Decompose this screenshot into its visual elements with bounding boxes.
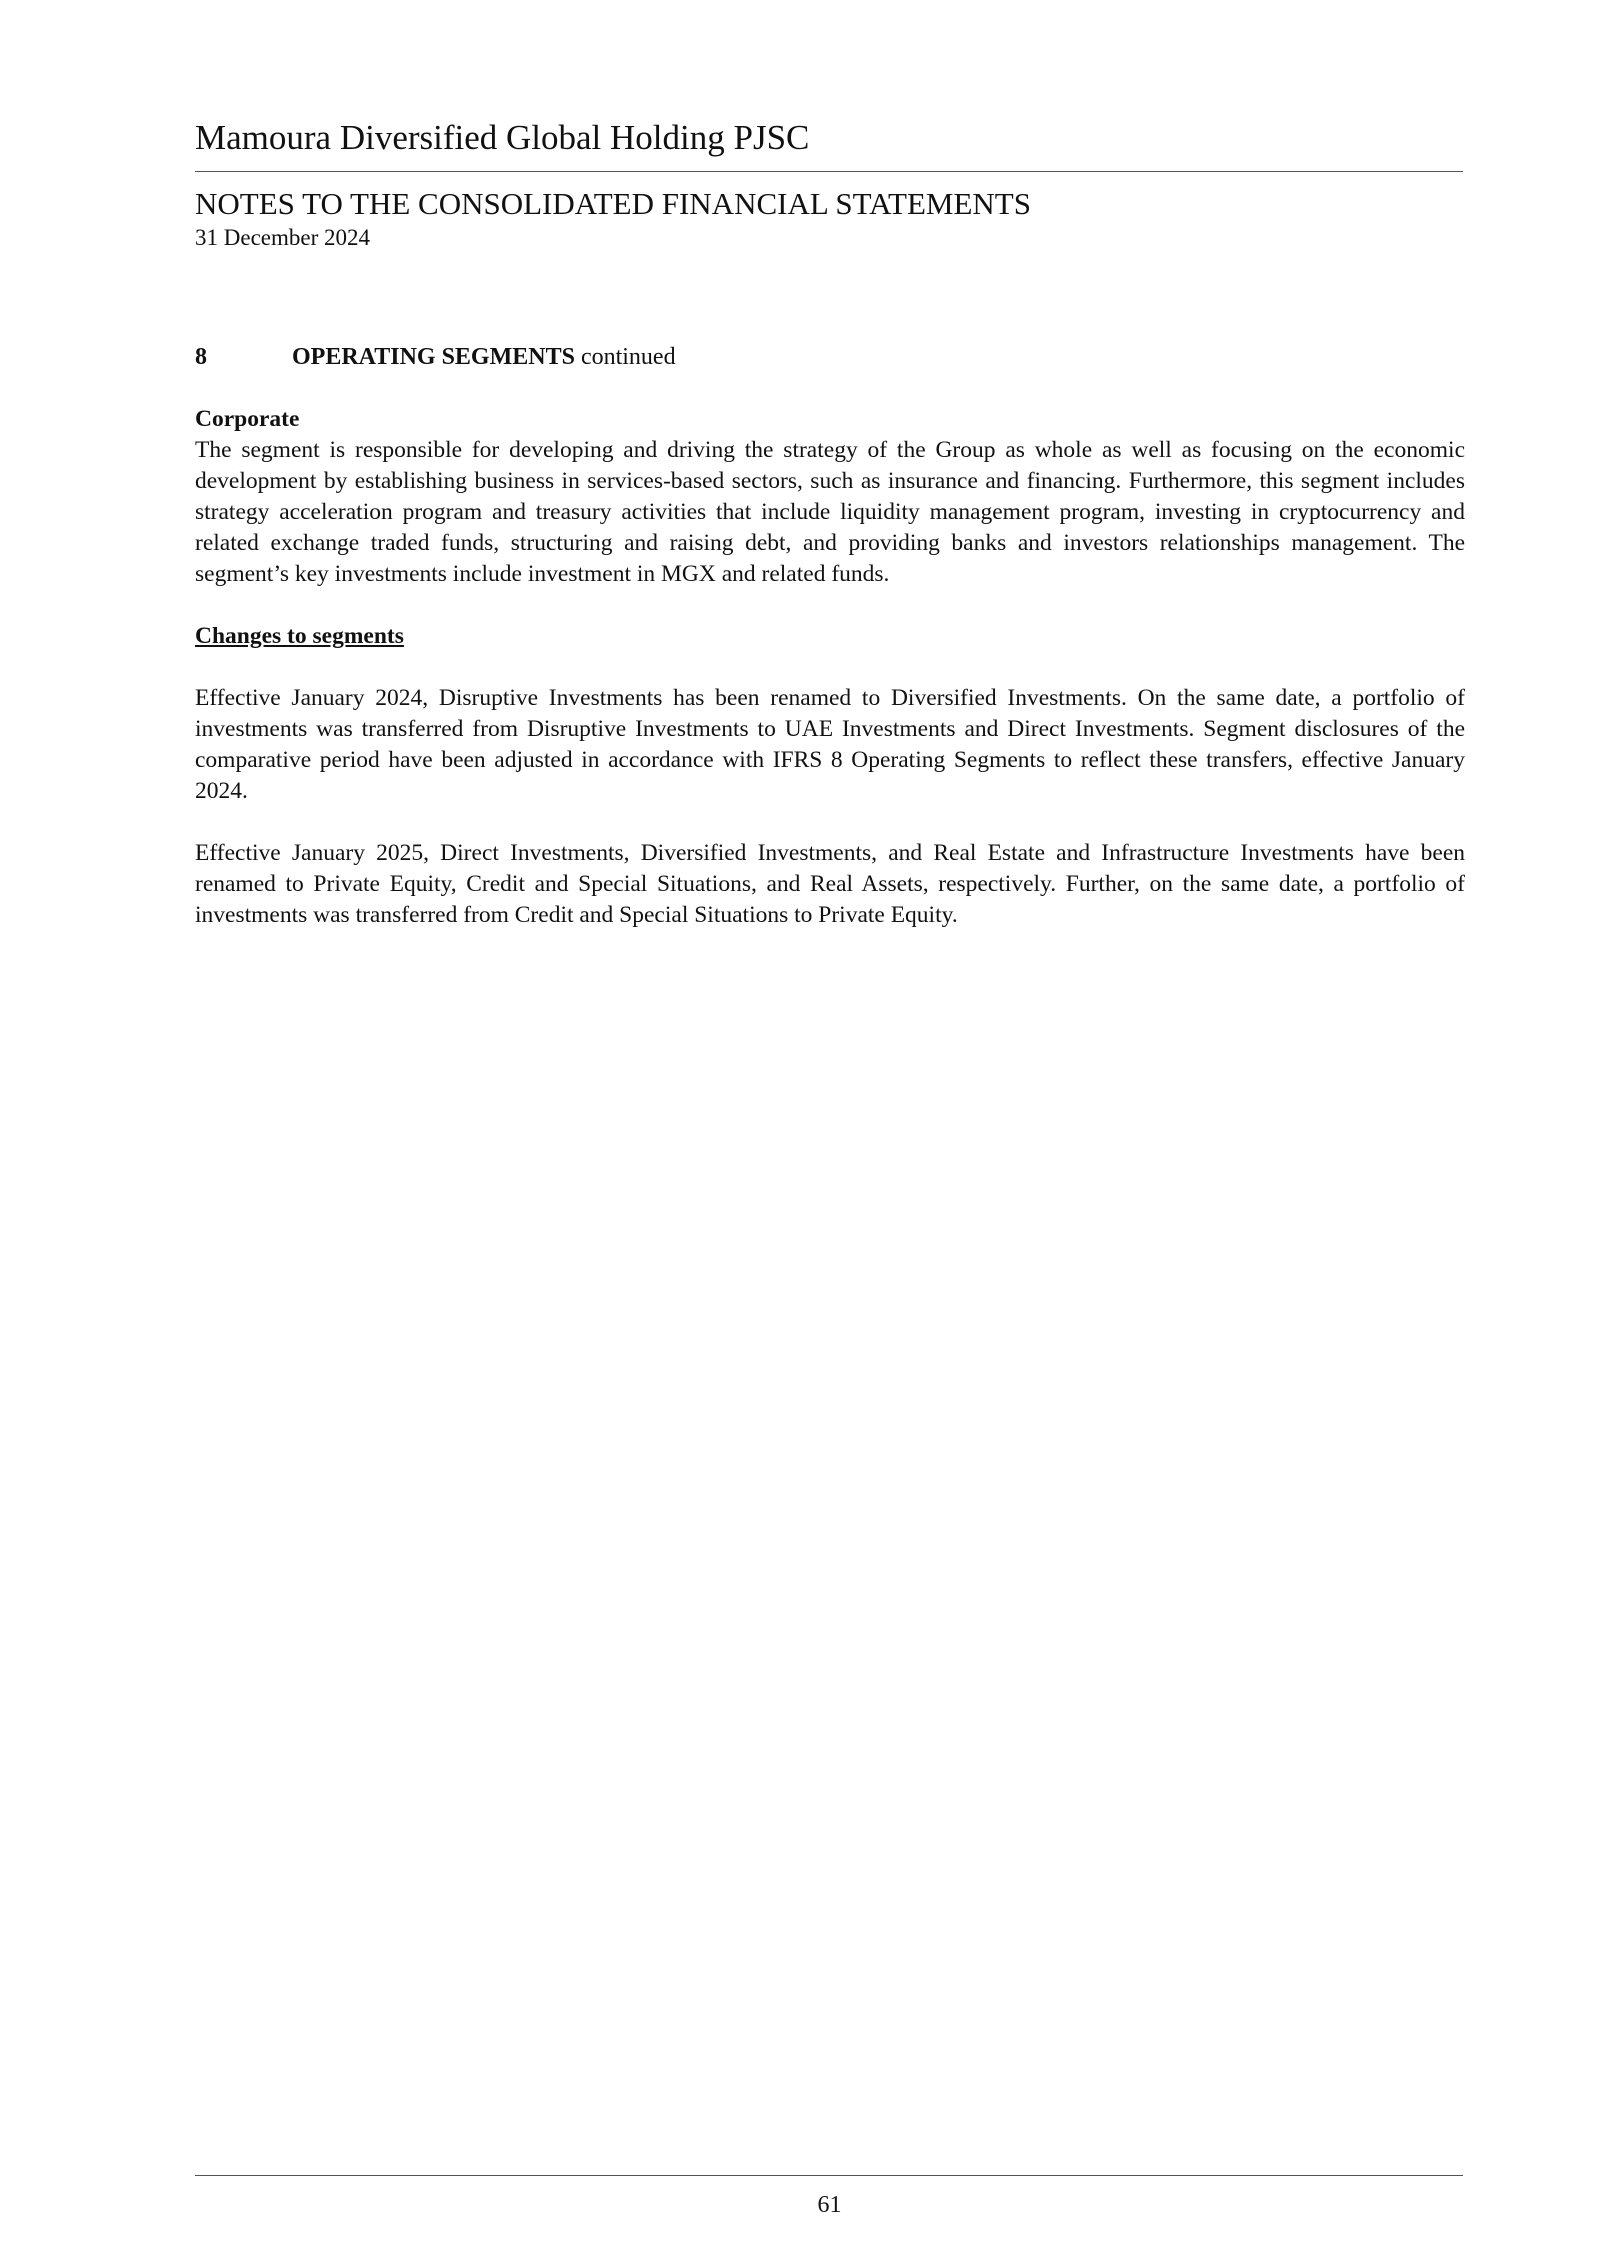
changes-paragraph-1: Effective January 2024, Disruptive Investments has been renamed to Diversified Investments. On the same date, a portfolio of investments was transferred from Disruptive Investments to UAE Investments and Direct Investments. Segment disclosures of the comparative period have been adjusted in accordance with IFRS 8 Operating Segments to reflect these transfers, effective January 2024. (195, 685, 1465, 804)
header-divider (195, 171, 1463, 172)
page-number: 61 (817, 2192, 842, 2218)
corporate-heading: Corporate (195, 406, 300, 432)
footer-divider (195, 2175, 1463, 2176)
spacer (195, 652, 1465, 683)
company-name: Mamoura Diversified Global Holding PJSC (195, 118, 810, 157)
spacer (195, 807, 1465, 838)
section-number: 8 (195, 344, 207, 370)
notes-body (195, 404, 1465, 931)
changes-paragraph-2: Effective January 2025, Direct Investments, Diversified Investments, and Real Estate and Infrastructure Investments have been renamed to Private Equity, Credit and Special Situations, and Real Assets, respectively. Further, on the same date, a portfolio of investments was transferred from Credit and Special Situations to Private Equity. (195, 840, 1465, 928)
notes-title: NOTES TO THE CONSOLIDATED FINANCIAL STATEMENTS (195, 186, 1031, 221)
section-heading (195, 342, 676, 372)
section-continued-label: continued (574, 344, 676, 370)
statement-date: 31 December 2024 (195, 225, 370, 250)
section-title: OPERATING SEGMENTS (292, 344, 575, 370)
spacer (195, 590, 1465, 621)
changes-heading: Changes to segments (195, 623, 404, 649)
corporate-paragraph: The segment is responsible for developing and driving the strategy of the Group as whole as well as focusing on the economic development by establishing business in services-based sectors, such as insurance and financing. Furthermore, this segment includes strategy acceleration program and treasury activities that include liquidity management program, investing in cryptocurrency and related exchange traded funds, structuring and raising debt, and providing banks and investors relationships management. The segment’s key investments include investment in MGX and related funds. (195, 437, 1465, 587)
